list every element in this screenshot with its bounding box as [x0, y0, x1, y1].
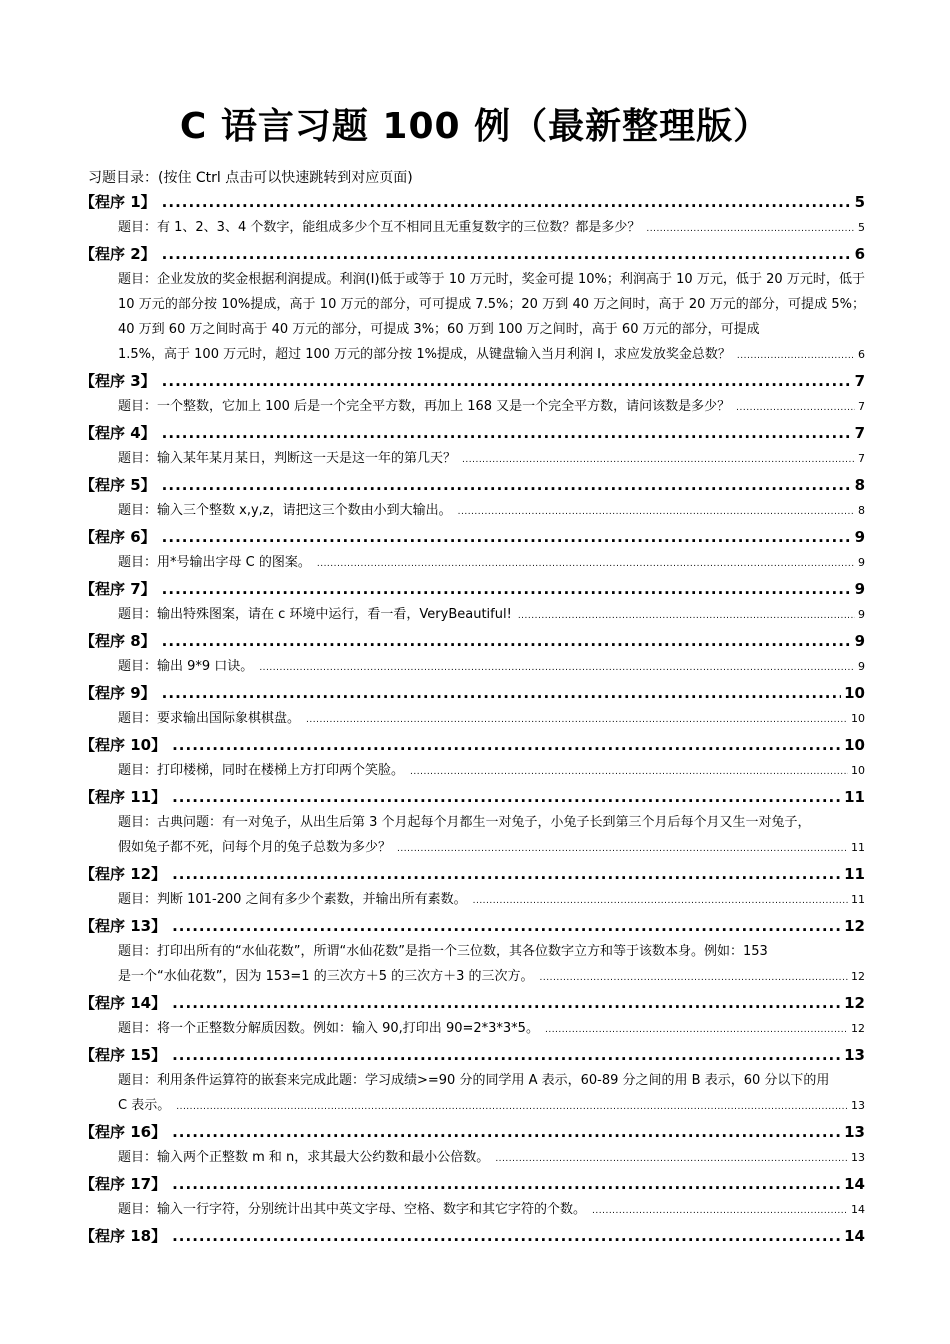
dot-leader: [172, 1224, 841, 1249]
dot-leader: [518, 604, 855, 629]
toc-subentry-program-14[interactable]: [118, 1016, 865, 1043]
toc-entry-program-17[interactable]: [80, 1172, 865, 1197]
toc-entry-program-7[interactable]: [80, 577, 865, 602]
dot-leader: [172, 1120, 841, 1145]
toc-subentry-text: 题目：企业发放的奖金根据利润提成。利润(I)低于或等于 10 万元时，奖金可提 10%；利润高于 10 万元，低于 20 万元时，低于 10 万元的部分按 10%提成，高于 10 万元的部分，可可提成 7.5%；20 万到 40 万之间时，高于 20 万元的部分，可提成 5%；40 万到 60 万之间时高于 40 万元的部分，可提成 3%；60 万到 100 万之间时，高于 60 万元的部分，可提成: [118, 272, 865, 337]
toc-entry-page-number: 10: [844, 684, 865, 702]
toc-subentry-page-number: 10: [851, 764, 865, 777]
toc-subentry-text: 1.5%，高于 100 万元时，超过 100 万元的部分按 1%提成，从键盘输入当月利润 I，求应发放奖金总数？: [118, 347, 731, 362]
toc-subentry-program-12[interactable]: [118, 887, 865, 914]
dot-leader: [736, 396, 855, 421]
toc-subentry-text: 题目：有 1、2、3、4 个数字，能组成多少个互不相同且无重复数字的三位数？都是多少？: [118, 220, 641, 235]
toc-subentry-page-number: 13: [851, 1099, 865, 1112]
toc-entry-program-13[interactable]: [80, 914, 865, 939]
toc-subentry-text: 题目：用*号输出字母 C 的图案。: [118, 555, 311, 570]
toc-subentry-program-7[interactable]: [118, 602, 865, 629]
toc-subentry-program-2[interactable]: [118, 267, 865, 369]
dot-leader: [162, 525, 852, 550]
toc-entry-page-number: 7: [854, 424, 865, 442]
toc-entry-program-6[interactable]: [80, 525, 865, 550]
toc-entry-label: 【程序 4】: [80, 424, 156, 442]
dot-leader: [737, 344, 855, 369]
toc-entry-program-14[interactable]: [80, 991, 865, 1016]
toc-entry-page-number: 5: [854, 193, 865, 211]
dot-leader: [462, 448, 855, 473]
toc-subentry-text: 题目：将一个正整数分解质因数。例如：输入 90,打印出 90=2*3*3*5。: [118, 1021, 539, 1036]
toc-entry-page-number: 8: [854, 476, 865, 494]
toc-entry-program-11[interactable]: [80, 785, 865, 810]
dot-leader: [172, 1172, 841, 1197]
dot-leader: [172, 733, 841, 758]
table-of-contents: [80, 190, 865, 1249]
document-title: C 语言习题 100 例（最新整理版）: [179, 106, 771, 147]
toc-entry-program-16[interactable]: [80, 1120, 865, 1145]
toc-entry-program-2[interactable]: [80, 242, 865, 267]
toc-subentry-text: C 表示。: [118, 1098, 171, 1113]
toc-entry-label: 【程序 10】: [80, 736, 167, 754]
toc-subentry-text: 题目：输入一行字符，分别统计出其中英文字母、空格、数字和其它字符的个数。: [118, 1202, 587, 1217]
toc-subentry-program-13[interactable]: [118, 939, 865, 991]
toc-entry-page-number: 6: [854, 245, 865, 263]
toc-entry-label: 【程序 2】: [80, 245, 156, 263]
toc-entry-page-number: 14: [844, 1227, 865, 1245]
toc-entry-page-number: 9: [854, 580, 865, 598]
toc-entry-page-number: 12: [844, 917, 865, 935]
toc-subentry-text: 题目：打印出所有的“水仙花数”，所谓“水仙花数”是指一个三位数，其各位数字立方和等于该数本身。例如：153: [118, 944, 768, 959]
toc-subentry-page-number: 10: [851, 712, 865, 725]
toc-entry-page-number: 14: [844, 1175, 865, 1193]
dot-leader: [162, 577, 852, 602]
toc-entry-page-number: 12: [844, 994, 865, 1012]
toc-subentry-program-6[interactable]: [118, 550, 865, 577]
toc-subentry-program-11[interactable]: [118, 810, 865, 862]
dot-leader: [646, 217, 855, 242]
toc-subentry-page-number: 14: [851, 1203, 865, 1216]
toc-subentry-text: 题目：输入某年某月某日，判断这一天是这一年的第几天？: [118, 451, 457, 466]
toc-entry-page-number: 10: [844, 736, 865, 754]
toc-subentry-text: 题目：输出 9*9 口诀。: [118, 659, 254, 674]
toc-subentry-text: 假如兔子都不死，问每个月的兔子总数为多少？: [118, 840, 392, 855]
toc-subentry-text: 题目：一个整数，它加上 100 后是一个完全平方数，再加上 168 又是一个完全平方数，请问该数是多少？: [118, 399, 731, 414]
toc-entry-label: 【程序 18】: [80, 1227, 167, 1245]
dot-leader: [162, 190, 852, 215]
toc-entry-label: 【程序 14】: [80, 994, 167, 1012]
toc-subentry-program-1[interactable]: [118, 215, 865, 242]
toc-subentry-text: 题目：利用条件运算符的嵌套来完成此题：学习成绩>=90 分的同学用 A 表示，60-89 分之间的用 B 表示，60 分以下的用: [118, 1073, 830, 1088]
toc-subentry-page-number: 8: [858, 504, 865, 517]
toc-subentry-text: 题目：要求输出国际象棋棋盘。: [118, 711, 301, 726]
toc-subentry-program-8[interactable]: [118, 654, 865, 681]
dot-leader: [162, 681, 841, 706]
toc-subentry-page-number: 9: [858, 608, 865, 621]
toc-subentry-text: 题目：判断 101-200 之间有多少个素数，并输出所有素数。: [118, 892, 467, 907]
toc-entry-label: 【程序 16】: [80, 1123, 167, 1141]
dot-leader: [172, 785, 841, 810]
toc-subentry-text: 是一个“水仙花数”，因为 153=1 的三次方＋5 的三次方＋3 的三次方。: [118, 969, 534, 984]
dot-leader: [172, 914, 841, 939]
toc-entry-label: 【程序 15】: [80, 1046, 167, 1064]
dot-leader: [410, 760, 848, 785]
toc-subentry-page-number: 12: [851, 970, 865, 983]
toc-entry-label: 【程序 11】: [80, 788, 167, 806]
dot-leader: [545, 1018, 848, 1043]
toc-entry-program-15[interactable]: [80, 1043, 865, 1068]
dot-leader: [540, 966, 848, 991]
dot-leader: [306, 708, 848, 733]
toc-subentry-program-16[interactable]: [118, 1145, 865, 1172]
dot-leader: [172, 991, 841, 1016]
toc-subentry-program-4[interactable]: [118, 446, 865, 473]
toc-entry-label: 【程序 17】: [80, 1175, 167, 1193]
toc-subentry-text: 题目：输出特殊图案，请在 c 环境中运行，看一看，VeryBeautiful!: [118, 607, 512, 622]
toc-entry-label: 【程序 5】: [80, 476, 156, 494]
dot-leader: [592, 1199, 848, 1224]
toc-subentry-page-number: 12: [851, 1022, 865, 1035]
toc-subentry-page-number: 11: [851, 841, 865, 854]
toc-entry-program-5[interactable]: [80, 473, 865, 498]
toc-subentry-page-number: 9: [858, 556, 865, 569]
toc-entry-program-8[interactable]: [80, 629, 865, 654]
toc-entry-label: 【程序 8】: [80, 632, 156, 650]
dot-leader: [162, 369, 852, 394]
toc-entry-program-18[interactable]: [80, 1224, 865, 1249]
toc-subentry-program-5[interactable]: [118, 498, 865, 525]
toc-subentry-page-number: 5: [858, 221, 865, 234]
toc-entry-program-12[interactable]: [80, 862, 865, 887]
toc-entry-program-1[interactable]: [80, 190, 865, 215]
dot-leader: [172, 862, 841, 887]
toc-entry-page-number: 11: [844, 865, 865, 883]
toc-subentry-page-number: 6: [858, 348, 865, 361]
toc-subentry-page-number: 13: [851, 1151, 865, 1164]
toc-subentry-text: 题目：输入三个整数 x,y,z，请把这三个数由小到大输出。: [118, 503, 452, 518]
toc-entry-page-number: 9: [854, 632, 865, 650]
dot-leader: [259, 656, 855, 681]
dot-leader: [162, 473, 852, 498]
dot-leader: [458, 500, 855, 525]
dot-leader: [397, 837, 848, 862]
toc-entry-page-number: 7: [854, 372, 865, 390]
toc-subentry-program-10[interactable]: [118, 758, 865, 785]
toc-subentry-page-number: 7: [858, 400, 865, 413]
dot-leader: [172, 1043, 841, 1068]
toc-subentry-program-9[interactable]: [118, 706, 865, 733]
toc-subentry-program-15[interactable]: [118, 1068, 865, 1120]
toc-entry-label: 【程序 3】: [80, 372, 156, 390]
toc-entry-label: 【程序 6】: [80, 528, 156, 546]
toc-entry-label: 【程序 1】: [80, 193, 156, 211]
dot-leader: [162, 242, 852, 267]
toc-subentry-page-number: 9: [858, 660, 865, 673]
dot-leader: [317, 552, 855, 577]
toc-entry-label: 【程序 13】: [80, 917, 167, 935]
toc-subentry-text: 题目：打印楼梯，同时在楼梯上方打印两个笑脸。: [118, 763, 405, 778]
toc-intro: 习题目录：(按住 Ctrl 点击可以快速跳转到对应页面): [88, 170, 413, 186]
dot-leader: [176, 1095, 848, 1120]
toc-entry-program-9[interactable]: [80, 681, 865, 706]
toc-entry-label: 【程序 12】: [80, 865, 167, 883]
toc-entry-page-number: 13: [844, 1046, 865, 1064]
dot-leader: [495, 1147, 848, 1172]
toc-subentry-page-number: 11: [851, 893, 865, 906]
toc-entry-page-number: 9: [854, 528, 865, 546]
dot-leader: [473, 889, 848, 914]
toc-subentry-text: 题目：输入两个正整数 m 和 n，求其最大公约数和最小公倍数。: [118, 1150, 490, 1165]
toc-entry-page-number: 11: [844, 788, 865, 806]
toc-entry-program-4[interactable]: [80, 421, 865, 446]
dot-leader: [162, 421, 852, 446]
toc-subentry-text: 题目：古典问题：有一对兔子，从出生后第 3 个月起每个月都生一对兔子，小兔子长到第三个月后每个月又生一对兔子，: [118, 815, 811, 830]
toc-subentry-program-17[interactable]: [118, 1197, 865, 1224]
toc-subentry-program-3[interactable]: [118, 394, 865, 421]
toc-subentry-page-number: 7: [858, 452, 865, 465]
toc-entry-program-10[interactable]: [80, 733, 865, 758]
toc-entry-program-3[interactable]: [80, 369, 865, 394]
toc-entry-label: 【程序 7】: [80, 580, 156, 598]
toc-entry-label: 【程序 9】: [80, 684, 156, 702]
dot-leader: [162, 629, 852, 654]
toc-entry-page-number: 13: [844, 1123, 865, 1141]
